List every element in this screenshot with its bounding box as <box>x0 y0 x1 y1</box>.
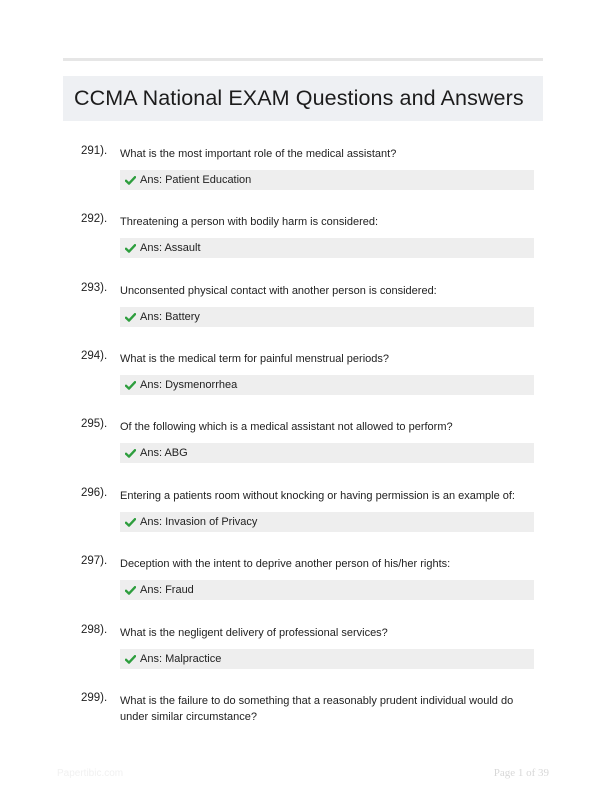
check-icon <box>125 655 136 664</box>
question-number: 297). <box>81 555 108 567</box>
answer-text: Ans: Assault <box>140 242 201 254</box>
answer-text: Ans: Fraud <box>140 584 194 596</box>
question-text: What is the most important role of the medical assistant? <box>120 148 397 160</box>
check-icon <box>125 313 136 322</box>
answer-box <box>120 580 534 600</box>
question-text: Deception with the intent to deprive another person of his/her rights: <box>120 558 451 570</box>
question-number: 294). <box>81 350 108 362</box>
page-number: Page 1 of 39 <box>493 767 549 779</box>
page-title: CCMA National EXAM Questions and Answers <box>74 86 524 110</box>
question-number: 292). <box>81 213 108 225</box>
answer-text: Ans: Malpractice <box>140 653 222 665</box>
answer-box <box>120 307 534 327</box>
question-number: 295). <box>81 418 108 430</box>
title-banner <box>63 76 543 121</box>
question-text: What is the failure to do something that a reasonably prudent individual would do under similar circumstance? <box>120 695 514 723</box>
question-text: Of the following which is a medical assistant not allowed to perform? <box>120 421 453 433</box>
question-number: 298). <box>81 624 108 636</box>
question-text: Unconsented physical contact with another person is considered: <box>120 285 437 297</box>
check-icon <box>125 449 136 458</box>
question-text: What is the negligent delivery of professional services? <box>120 627 388 639</box>
answer-box <box>120 649 534 669</box>
answer-text: Ans: Patient Education <box>140 174 252 186</box>
check-icon <box>125 244 136 253</box>
answer-text: Ans: Dysmenorrhea <box>140 379 238 391</box>
answer-text: Ans: Battery <box>140 311 200 323</box>
question-number: 299). <box>81 692 108 704</box>
question-number: 293). <box>81 282 108 294</box>
answer-box <box>120 512 534 532</box>
question-text: Threatening a person with bodily harm is considered: <box>120 216 379 228</box>
answer-box <box>120 443 534 463</box>
answer-box <box>120 238 534 258</box>
question-text: What is the medical term for painful menstrual periods? <box>120 353 390 365</box>
check-icon <box>125 176 136 185</box>
check-icon <box>125 518 136 527</box>
answer-box <box>120 170 534 190</box>
question-number: 291). <box>81 145 108 157</box>
answer-box <box>120 375 534 395</box>
answer-text: Ans: Invasion of Privacy <box>140 516 258 528</box>
check-icon <box>125 381 136 390</box>
check-icon <box>125 586 136 595</box>
footer-watermark: Papertibic.com <box>57 768 124 779</box>
answer-text: Ans: ABG <box>140 447 188 459</box>
question-text: Entering a patients room without knocking or having permission is an example of: <box>120 490 515 502</box>
top-divider <box>63 58 543 61</box>
question-number: 296). <box>81 487 108 499</box>
